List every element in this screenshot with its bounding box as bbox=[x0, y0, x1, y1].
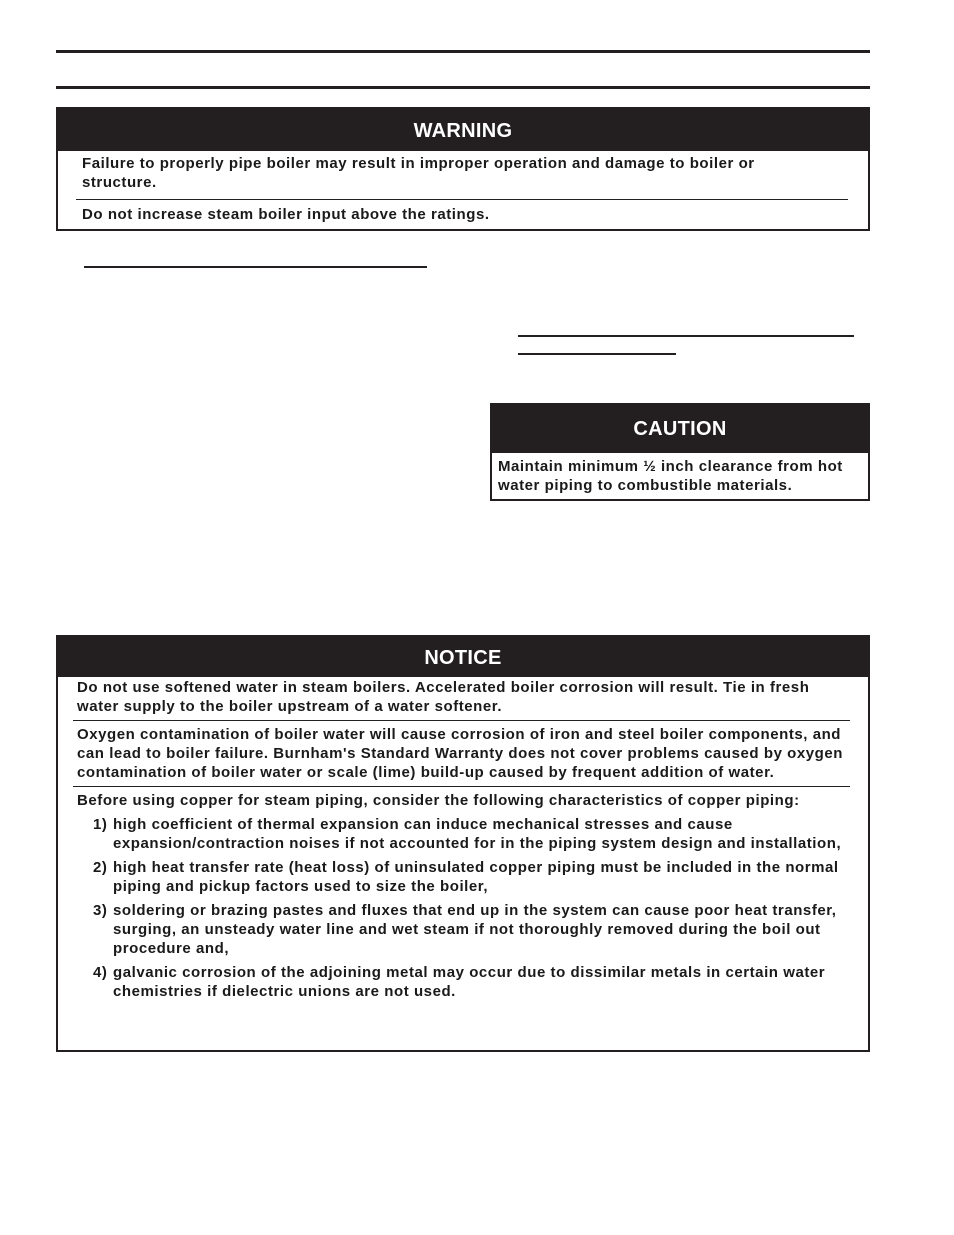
list-item-text: high coefficient of thermal expansion can induce mechanical stresses and cause expansion/contraction noises if not accounted for in the piping system design and installation, bbox=[113, 816, 842, 852]
notice-box bbox=[56, 635, 870, 1052]
subsection-heading-underline-2 bbox=[518, 353, 676, 355]
section-heading-underline bbox=[84, 266, 427, 268]
subsection-heading-underline-1 bbox=[518, 335, 854, 337]
notice-text-2: Oxygen contamination of boiler water will cause corrosion of iron and steel boiler components, and can lead to boiler failure. Burnham's Standard Warranty does not cover problems caused by oxygen contamination of boiler water or scale (lime) build-up caused by frequent addition of water. bbox=[77, 726, 843, 781]
list-item bbox=[93, 901, 850, 958]
list-item-text: soldering or brazing pastes and fluxes that end up in the system can cause poor heat transfer, surging, an unsteady water line and wet steam if not thoroughly removed during the boil out procedure and, bbox=[113, 902, 837, 957]
notice-divider-2 bbox=[73, 786, 850, 787]
warning-divider bbox=[76, 199, 848, 200]
warning-text-1: Failure to properly pipe boiler may result in improper operation and damage to boiler or structure. bbox=[82, 155, 755, 191]
list-item-number: 2) bbox=[93, 859, 108, 876]
caution-box bbox=[490, 403, 870, 501]
copper-characteristics-list bbox=[77, 815, 850, 1001]
caution-title: CAUTION bbox=[492, 405, 868, 453]
warning-title: WARNING bbox=[58, 109, 868, 151]
list-item bbox=[93, 963, 850, 1001]
list-item bbox=[93, 858, 850, 896]
notice-text-3: Before using copper for steam piping, consider the following characteristics of copper piping: bbox=[77, 792, 800, 809]
header-rule-top bbox=[56, 50, 870, 53]
header-rule-bottom bbox=[56, 86, 870, 89]
list-item bbox=[93, 815, 850, 853]
list-item-text: high heat transfer rate (heat loss) of uninsulated copper piping must be included in the normal piping and pickup factors used to size the boiler, bbox=[113, 859, 839, 895]
list-item-number: 1) bbox=[93, 816, 108, 833]
notice-title: NOTICE bbox=[58, 637, 868, 677]
notice-divider-1 bbox=[73, 720, 850, 721]
warning-box bbox=[56, 107, 870, 231]
list-item-number: 4) bbox=[93, 964, 108, 981]
list-item-number: 3) bbox=[93, 902, 108, 919]
list-item-text: galvanic corrosion of the adjoining metal may occur due to dissimilar metals in certain water chemistries if dielectric unions are not used. bbox=[113, 964, 826, 1000]
notice-text-1: Do not use softened water in steam boilers. Accelerated boiler corrosion will result. Tie in fresh water supply to the boiler upstream of a water softener. bbox=[77, 679, 810, 715]
warning-text-2: Do not increase steam boiler input above the ratings. bbox=[82, 206, 490, 223]
caution-text: Maintain minimum ½ inch clearance from hot water piping to combustible materials. bbox=[498, 458, 843, 494]
